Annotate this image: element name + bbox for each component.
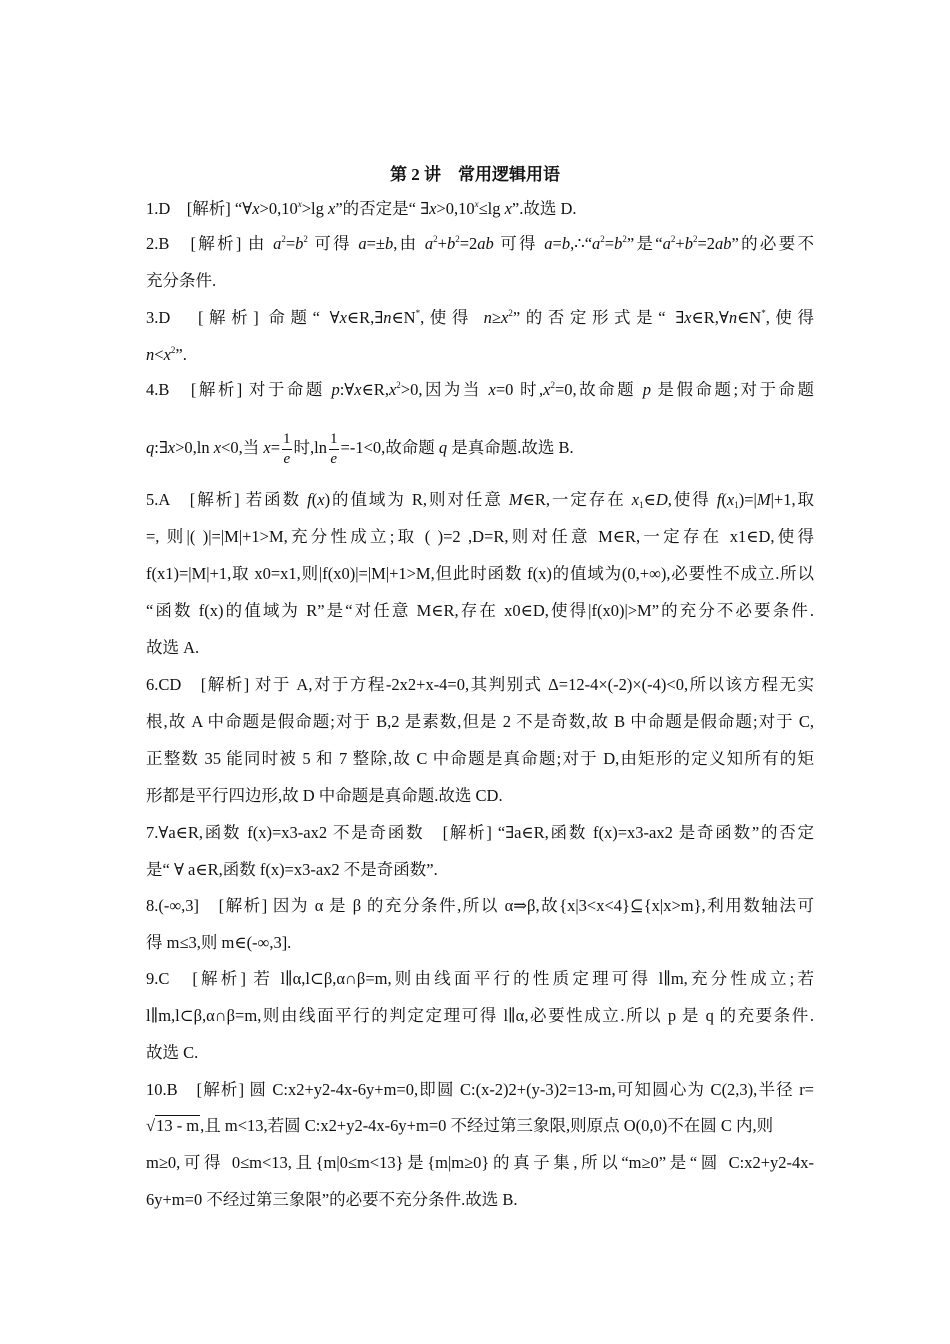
- answer-8-line-1: 8.(-∞,3] [解析] 因为 α 是 β 的充分条件,所以 α⇒β,故{x|3<x<4}⊆{x|x>m},利用数轴法可: [146, 896, 814, 915]
- answer-7-line-2: 是“ ∀ a∈R,函数 f(x)=x3-ax2 不是奇函数”.: [146, 860, 438, 879]
- answer-1-line-1: 1.D [解析] “$\forall x>0,10^x>\lg$ x”的否定是“ $\exists x>0,10^x\le\lg$ x”.故选 D.: [146, 199, 577, 218]
- answer-5-line-5: 故选 A.: [146, 638, 200, 657]
- answer-8-line-2: 得 m≤3,则 m∈(-∞,3].: [146, 933, 292, 952]
- answer-5-line-2: =, 则|( )|=|M|+1>M,充分性成立;取 ( )=2 ,D=R,则对任意 M∈R,一定存在 x1∈D,使得: [146, 527, 814, 546]
- answer-3-line-1: 3.D [解析] 命题“ ∀x∈R,∃n∈N*,使得 $n\ge x^2$”的否定形式是“ ∃x∈R,∀n∈N*,使得: [146, 308, 815, 327]
- page-title: 第 2 讲 常用逻辑用语: [390, 165, 560, 184]
- fraction-one-over-e: $\frac{1}{e}$: [283, 430, 291, 467]
- answer-10-line-1: 10.B [解析] 圆 C:x2+y2-4x-6y+m=0,即圆 C:(x-2)2+(y-3)2=13-m,可知圆心为 C(2,3),半径 r=: [146, 1080, 814, 1099]
- fraction-one-over-e: $\frac{1}{e}$: [330, 430, 338, 467]
- answer-5-line-4: “函数 f(x)的值域为 R”是“对任意 M∈R,存在 x0∈D,使得|f(x0)|>M”的充分不必要条件.: [146, 601, 814, 620]
- square-root-expression: √13 - m: [146, 1116, 200, 1135]
- answer-9-line-1: 9.C [解析] 若 l∥α,l⊂β,α∩β=m,则由线面平行的性质定理可得 l∥m,充分性成立;若: [146, 969, 814, 988]
- answer-6-line-2: 根,故 A 中命题是假命题;对于 B,2 是素数,但是 2 不是奇数,故 B 中命题是假命题;对于 C,: [146, 712, 814, 731]
- answer-5-line-1: 5.A [解析] 若函数 f(x)的值域为 R,则对任意 M∈R,一定存在 $x_1\in D$,使得 $f(x_1)=|M|+1$,取: [146, 490, 815, 510]
- answer-3-line-2: $n<x^2$”.: [146, 345, 187, 364]
- answer-2-line-2: 充分条件.: [146, 271, 217, 290]
- answer-10-line-3: m≥0,可得 0≤m<13,且{m|0≤m<13}是{m|m≥0}的真子集,所以“m≥0”是“圆 C:x2+y2-4x-: [146, 1153, 814, 1172]
- answer-4-line-1: 4.B [解析] 对于命题 $p:\forall x\in R,x^2>0$,因为当 x=0 时$,x^2=0$,故命题 p 是假命题;对于命题: [146, 380, 815, 399]
- answer-9-line-2: l∥m,l⊂β,α∩β=m,则由线面平行的判定定理可得 l∥α,必要性成立.所以 p 是 q 的充要条件.: [146, 1006, 814, 1025]
- answer-10-line-2: √13 - m,且 m<13,若圆 C:x2+y2-4x-6y+m=0 不经过第三象限,则原点 O(0,0)不在圆 C 内,则: [146, 1116, 774, 1135]
- answer-4-line-2: q:∃x>0,ln x<0,当 x= $\frac{1}{e}$ 时,ln $\frac{1}{e}$ =-1<0,故命题 q 是真命题.故选 B.: [146, 430, 574, 467]
- answer-9-line-3: 故选 C.: [146, 1043, 199, 1062]
- answer-6-line-3: 正整数 35 能同时被 5 和 7 整除,故 C 中命题是真命题;对于 D,由矩形的定义知所有的矩: [146, 749, 814, 768]
- answer-10-line-4: 6y+m=0 不经过第三象限”的必要不充分条件.故选 B.: [146, 1190, 518, 1209]
- answer-6-line-1: 6.CD [解析] 对于 A,对于方程-2x2+x-4=0,其判别式 Δ=12-4×(-2)×(-4)<0,所以该方程无实: [146, 675, 814, 694]
- answer-2-line-1: 2.B [解析] 由 $a^2=b^2$ 可得 a=±b,由 $a^2+b^2=2ab$ 可得 $a=b,\therefore“a^2=b^2$”是“$a^2+b^2=2ab$”的必要不: [146, 234, 815, 253]
- answer-5-line-3: f(x1)=|M|+1,取 x0=x1,则|f(x0)|=|M|+1>M,但此时函数 f(x)的值域为(0,+∞),必要性不成立.所以: [146, 564, 814, 583]
- answer-7-line-1: 7.∀a∈R,函数 f(x)=x3-ax2 不是奇函数 [解析] “∃a∈R,函数 f(x)=x3-ax2 是奇函数”的否定: [146, 823, 814, 842]
- answer-6-line-4: 形都是平行四边形,故 D 中命题是真命题.故选 CD.: [146, 786, 503, 805]
